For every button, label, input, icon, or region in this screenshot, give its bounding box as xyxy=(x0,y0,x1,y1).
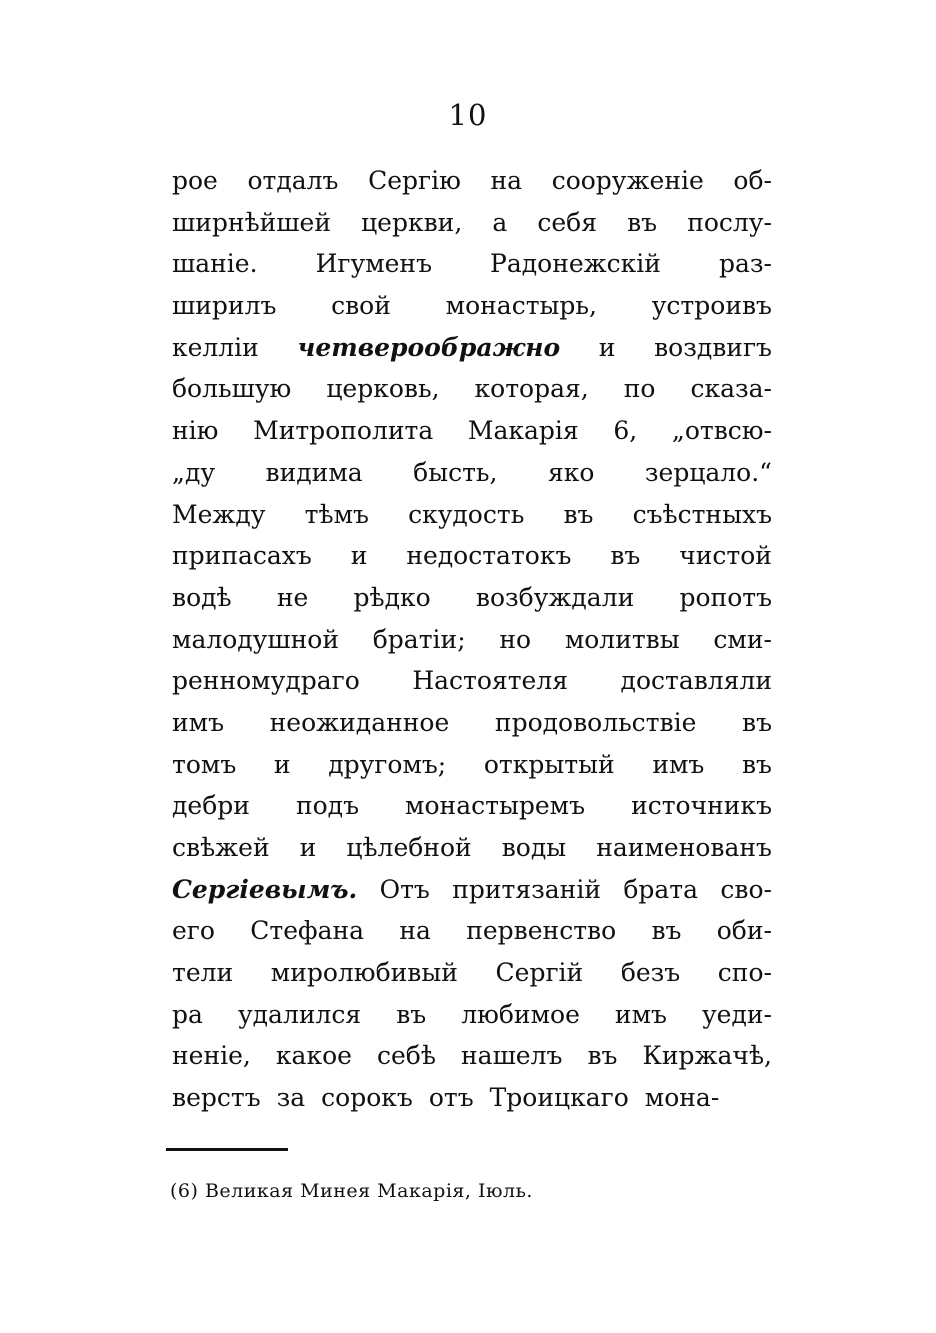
word: возбуждали xyxy=(475,582,635,612)
word: братіи; xyxy=(372,624,466,654)
word: и xyxy=(299,833,317,862)
word: цѣлебной xyxy=(346,833,472,862)
word: брата xyxy=(623,874,699,904)
word: яко xyxy=(547,457,595,487)
word: за xyxy=(276,1083,306,1113)
word: келліи xyxy=(172,332,259,362)
text-line xyxy=(172,368,772,410)
word: открытый xyxy=(483,749,615,779)
text-line xyxy=(172,577,772,619)
word: водѣ xyxy=(172,582,232,612)
word: недостатокъ xyxy=(406,541,572,571)
word: продовольствіе xyxy=(494,707,697,737)
word: безъ xyxy=(620,958,681,988)
word: удалился xyxy=(237,999,362,1029)
word: устроивъ xyxy=(651,291,772,321)
text-line xyxy=(172,952,772,994)
word: сво- xyxy=(720,874,772,904)
word: сказа- xyxy=(690,374,772,404)
word: отъ xyxy=(428,1083,474,1113)
word: воды xyxy=(501,833,567,862)
word: ширнѣйшей xyxy=(172,207,332,237)
word: Митрополита xyxy=(253,416,434,446)
word: отдалъ xyxy=(247,166,339,195)
footnote: (6) Великая Минея Макарія, Іюль. xyxy=(170,1180,533,1202)
word: свой xyxy=(331,291,391,321)
text-line xyxy=(172,660,772,702)
word: себѣ xyxy=(377,1041,436,1071)
word: Настоятеля xyxy=(412,666,568,696)
word: Троицкаго xyxy=(489,1083,629,1113)
word: миролюбивый xyxy=(270,958,458,988)
page-number: 10 xyxy=(448,98,488,132)
word: какое xyxy=(275,1041,352,1071)
text-line xyxy=(172,160,772,202)
word: спо- xyxy=(717,958,772,988)
word: шаніе. xyxy=(172,249,258,279)
word: сми- xyxy=(713,624,772,654)
word: подъ xyxy=(295,791,359,821)
word: чистой xyxy=(679,541,772,571)
word: въ xyxy=(742,707,772,737)
word: воздвигъ xyxy=(654,332,772,362)
word: ширилъ xyxy=(172,291,277,321)
word: на xyxy=(399,916,431,946)
word: рое xyxy=(172,166,218,195)
word: припасахъ xyxy=(172,541,312,571)
word: свѣжей xyxy=(172,833,270,862)
word: оби- xyxy=(716,916,772,946)
word: имъ xyxy=(652,749,705,779)
word: „отвсю- xyxy=(671,416,772,446)
word: большую xyxy=(172,374,292,404)
word: не xyxy=(276,582,309,612)
word: но xyxy=(499,624,532,654)
word: скудость xyxy=(408,499,525,529)
word: на xyxy=(490,166,523,195)
word: и xyxy=(350,541,368,571)
word: Между xyxy=(172,499,266,529)
text-line xyxy=(172,702,772,744)
word: Сергію xyxy=(368,166,461,195)
word: и xyxy=(273,749,291,779)
word: сорокъ xyxy=(321,1083,413,1113)
word: мона- xyxy=(644,1083,720,1113)
text-line xyxy=(172,285,772,327)
text-line xyxy=(172,785,772,827)
word: послу- xyxy=(687,207,772,237)
word: нію xyxy=(172,416,219,446)
footnote-divider xyxy=(166,1148,288,1151)
word: томъ xyxy=(172,749,237,779)
text-line xyxy=(172,744,772,786)
word: молитвы xyxy=(564,624,680,654)
word: Радонежскій xyxy=(490,249,661,279)
text-line xyxy=(172,327,772,369)
word: наименованъ xyxy=(596,833,772,862)
text-line xyxy=(172,1077,772,1119)
word: зерцало.“ xyxy=(644,457,772,487)
word: которая, xyxy=(474,374,589,404)
word: въ xyxy=(563,499,594,529)
text-line xyxy=(172,1035,772,1077)
word: церкви, xyxy=(361,207,463,237)
word: имъ xyxy=(172,707,225,737)
word: бысть, xyxy=(413,457,498,487)
word: себя xyxy=(537,207,598,237)
text-line xyxy=(172,243,772,285)
word: въ xyxy=(741,749,772,779)
word: любимое xyxy=(461,999,580,1029)
text-line xyxy=(172,494,772,536)
word: въ xyxy=(651,916,682,946)
word: монастыремъ xyxy=(405,791,585,821)
word: об- xyxy=(733,166,772,195)
word: Сергіевымъ. xyxy=(172,874,358,904)
word: Стефана xyxy=(250,916,365,946)
word: четвероображно xyxy=(297,332,561,362)
word: притязаній xyxy=(452,874,601,904)
word: его xyxy=(172,916,215,946)
word: по xyxy=(623,374,656,404)
word: въ xyxy=(627,207,658,237)
text-line xyxy=(172,869,772,911)
body-text xyxy=(172,160,772,1119)
word: Киржачѣ, xyxy=(642,1041,772,1071)
word: нашелъ xyxy=(461,1041,563,1071)
word: ренномудраго xyxy=(172,666,360,696)
word: 6, xyxy=(613,416,638,446)
text-line xyxy=(172,202,772,244)
word: рѣдко xyxy=(353,582,431,612)
word: Макарія xyxy=(467,416,579,446)
word: имъ xyxy=(614,999,667,1029)
word: Отъ xyxy=(379,874,430,904)
word: церковь, xyxy=(326,374,440,404)
text-line xyxy=(172,994,772,1036)
word: въ xyxy=(396,999,427,1029)
word: видима xyxy=(265,457,363,487)
word: малодушной xyxy=(172,624,340,654)
word: а xyxy=(492,207,508,237)
word: „ду xyxy=(172,457,216,487)
text-line xyxy=(172,619,772,661)
word: источникъ xyxy=(631,791,772,821)
text-line xyxy=(172,827,772,869)
word: съѣстныхъ xyxy=(632,499,772,529)
text-line xyxy=(172,535,772,577)
word: тѣмъ xyxy=(304,499,369,529)
word: неожиданное xyxy=(269,707,450,737)
word: Сергій xyxy=(495,958,584,988)
word: дебри xyxy=(172,791,250,821)
word: и xyxy=(598,332,616,362)
word: верстъ xyxy=(172,1083,261,1113)
word: ропотъ xyxy=(679,582,772,612)
text-line xyxy=(172,910,772,952)
word: ра xyxy=(172,999,203,1029)
text-line xyxy=(172,452,772,494)
word: Игуменъ xyxy=(315,249,432,279)
word: въ xyxy=(587,1041,618,1071)
word: другомъ; xyxy=(328,749,447,779)
word: доставляли xyxy=(620,666,772,696)
word: уеди- xyxy=(701,999,772,1029)
text-line xyxy=(172,410,772,452)
word: тели xyxy=(172,958,234,988)
word: въ xyxy=(610,541,641,571)
word: монастырь, xyxy=(445,291,597,321)
word: неніе, xyxy=(172,1041,251,1071)
word: сооруженіе xyxy=(551,166,704,195)
word: раз- xyxy=(718,249,772,279)
word: первенство xyxy=(466,916,617,946)
